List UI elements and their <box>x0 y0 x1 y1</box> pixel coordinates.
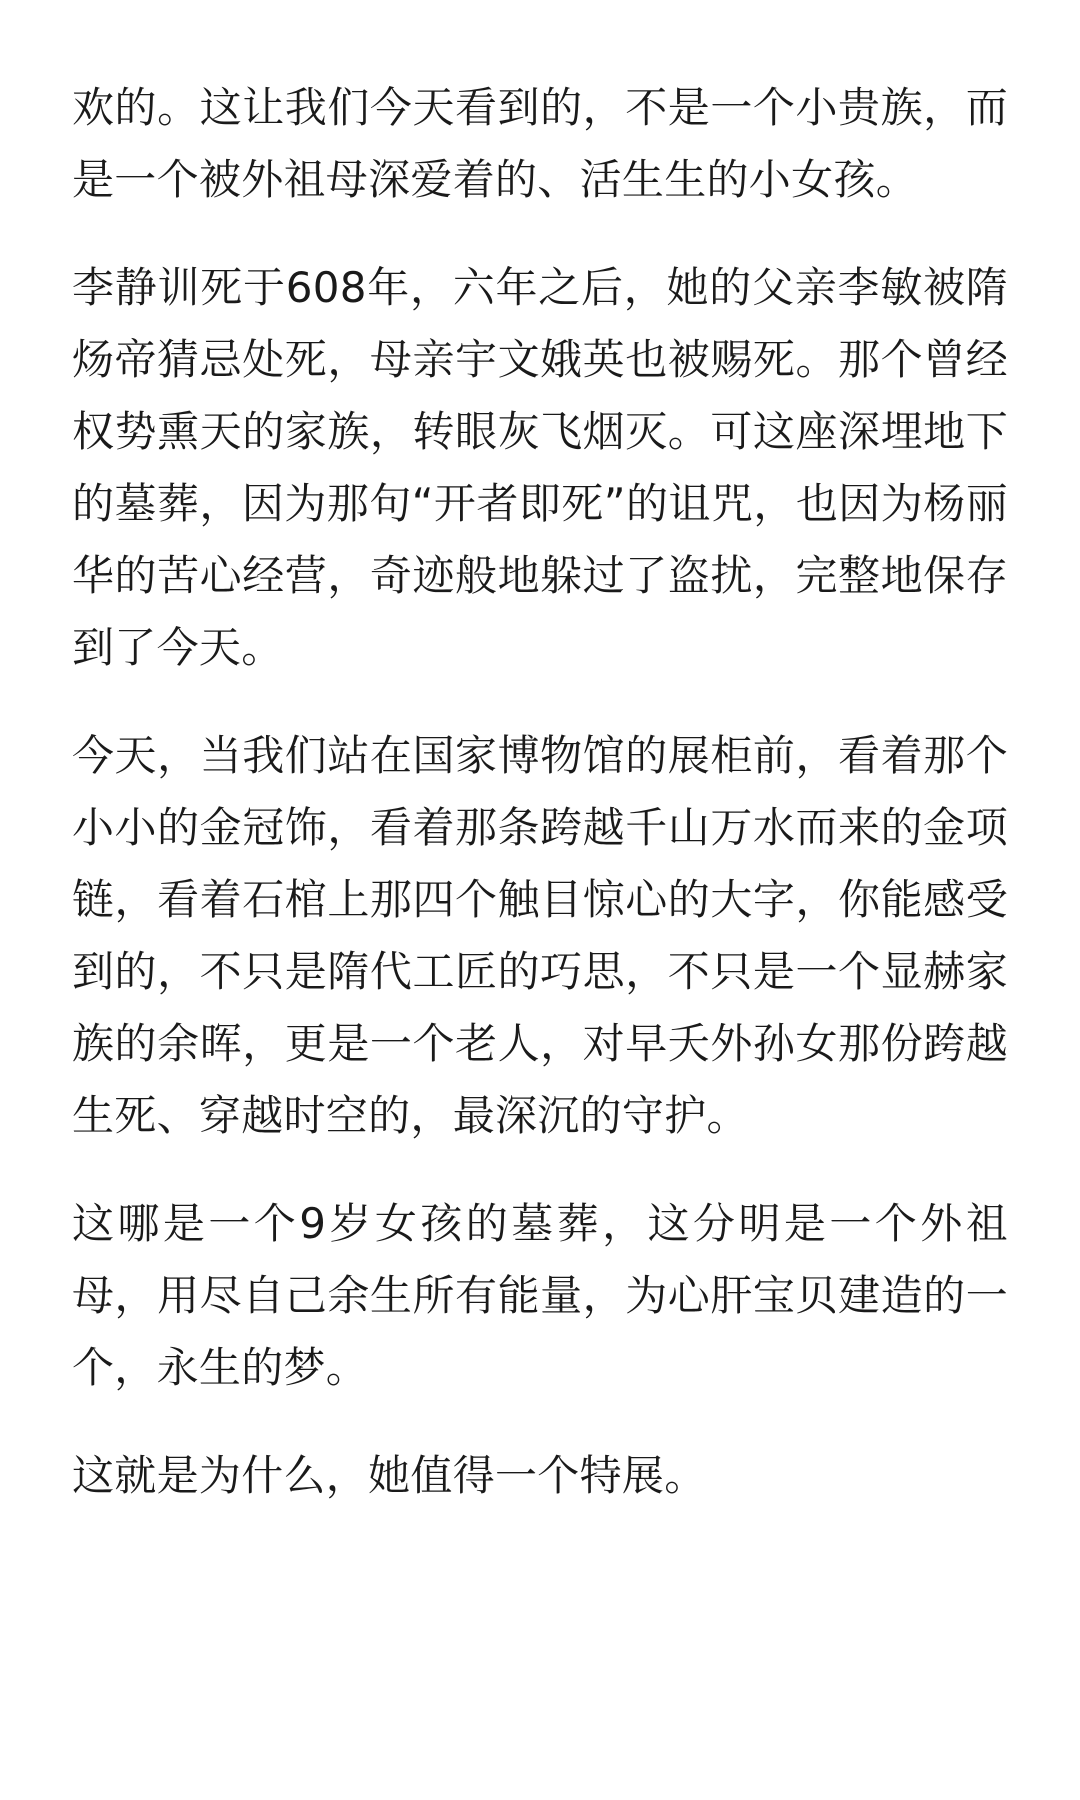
paragraph-5: 这就是为什么，她值得一个特展。 <box>72 1451 707 1500</box>
article-body <box>72 72 1008 1548</box>
paragraph-3: 今天，当我们站在国家博物馆的展柜前，看着那个小小的金冠饰，看着那条跨越千山万水而来的金项链，看着石棺上那四个触目惊心的大字，你能感受到的，不只是隋代工匠的巧思，不只是一个显赫家族的余晖，更是一个老人，对早夭外孙女那份跨越生死、穿越时空的，最深沉的守护。 <box>72 731 1008 1140</box>
paragraph-1: 欢的。这让我们今天看到的，不是一个小贵族，而是一个被外祖母深爱着的、活生生的小女孩。 <box>72 83 1008 204</box>
paragraph-4: 这哪是一个9岁女孩的墓葬，这分明是一个外祖母，用尽自己余生所有能量，为心肝宝贝建造的一个，永生的梦。 <box>72 1199 1008 1392</box>
paragraph-2: 李静训死于608年，六年之后，她的父亲李敏被隋炀帝猜忌处死，母亲宇文娥英也被赐死。那个曾经权势熏天的家族，转眼灰飞烟灭。可这座深埋地下的墓葬，因为那句“开者即死”的诅咒，也因为杨丽华的苦心经营，奇迹般地躲过了盗扰，完整地保存到了今天。 <box>72 263 1008 672</box>
